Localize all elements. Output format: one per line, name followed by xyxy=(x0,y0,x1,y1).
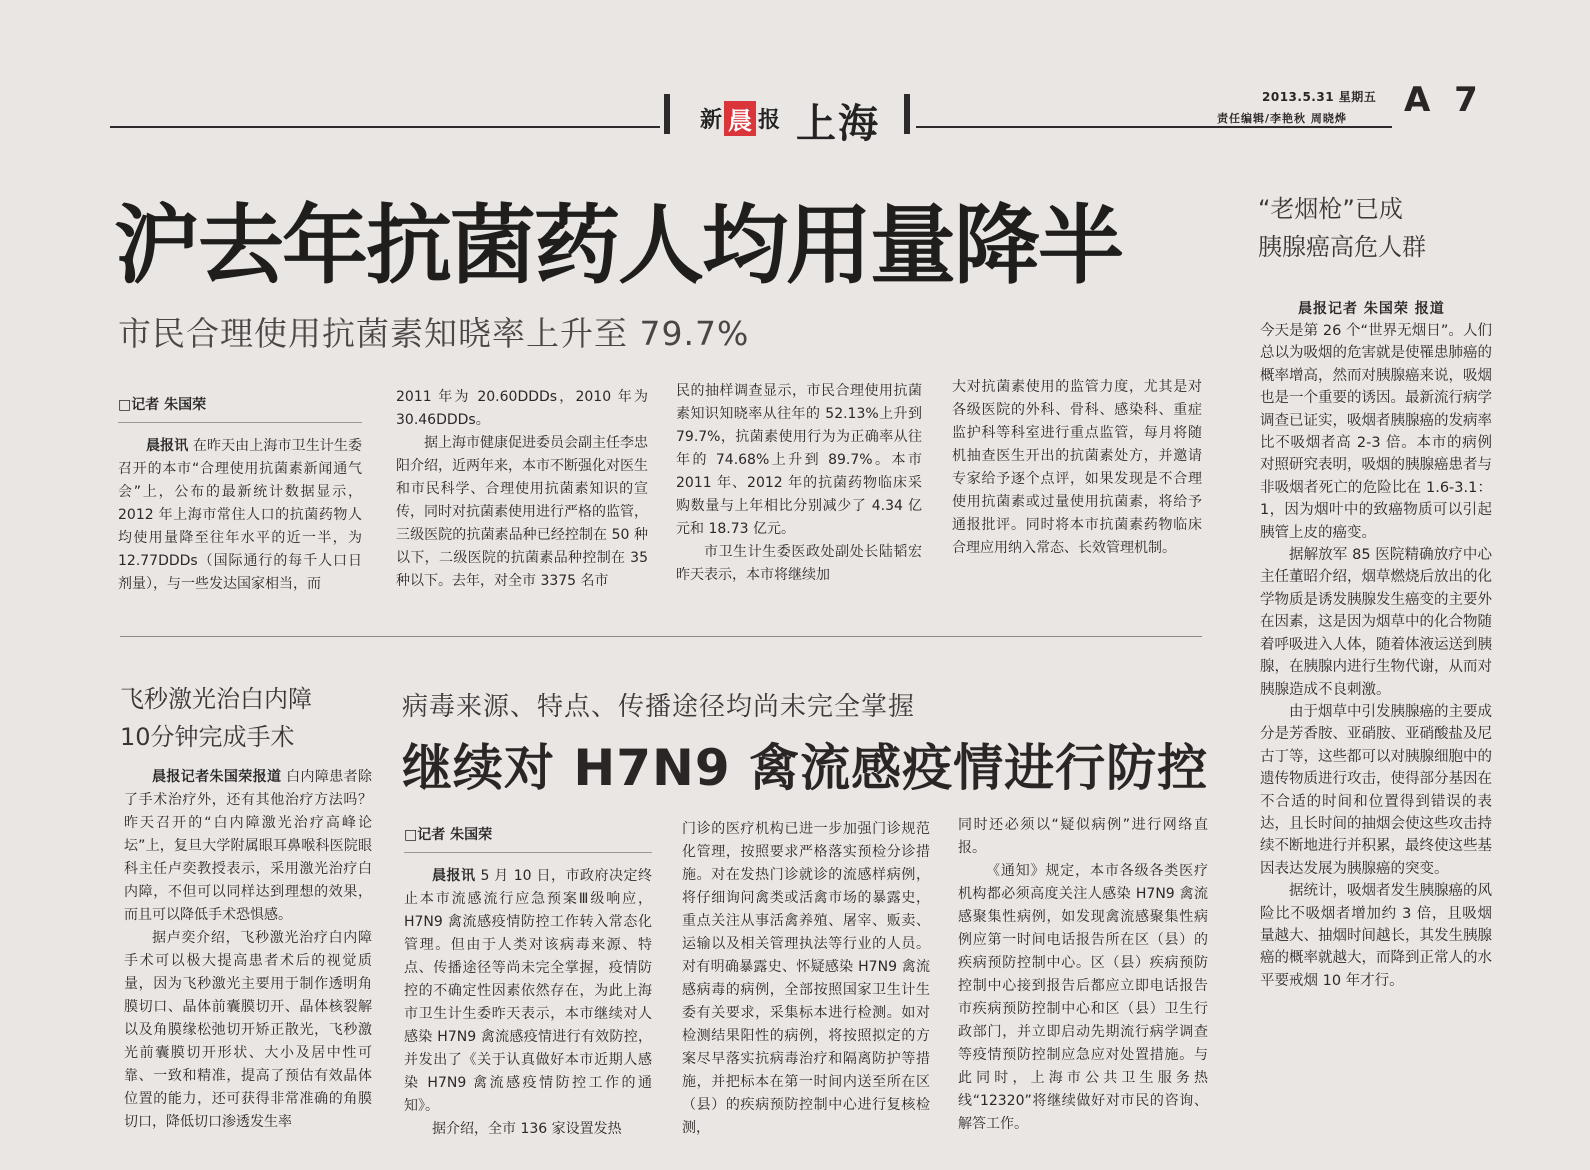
lead-headline: 沪去年抗菌药人均用量降半 xyxy=(114,196,1122,296)
paragraph-text: 5 月 10 日，市政府决定终止本市流感流行应急预案Ⅲ级响应，H7N9 禽流感疫情防控工作转入常态化管理。但由于人类对该病毒来源、特点、传播途径等尚未完全掌握，疫情防控的不确定性因素依然存在，为此上海市卫生计生委昨天表示，本市继续对人感染 H7N9 禽流感疫情进行有效防控，并发出了《关于认真做好本市近期人感染 H7N9 禽流感疫情防控工作的通知》。 xyxy=(404,868,652,1114)
paragraph: 由于烟草中引发胰腺癌的主要成分是芳香胺、亚硝胺、亚硝酸盐及尼古丁等，这些都可以对胰腺细胞中的遗传物质进行攻击，使得部分基因在不合适的时间和位置得到错误的表达，且长时间的抽烟会使这些攻击持续不断地进行并积累，最终使这些基因表达发展为胰腺癌的突变。 xyxy=(1260,703,1492,877)
headline-line: 胰腺癌高危人群 xyxy=(1258,233,1426,261)
h7n9-byline: □记者 朱国荣 xyxy=(404,827,493,843)
newspaper-logo xyxy=(700,98,780,138)
logo-char: 报 xyxy=(758,106,781,133)
paragraph xyxy=(124,766,372,927)
headline-line: 飞秒激光治白内障 xyxy=(120,685,312,713)
paragraph: 民的抽样调查显示，市民合理使用抗菌素知识知晓率从往年的 52.13%上升到 79.7%，抗菌素使用行为为正确率从往年的 74.68%上升到 89.7%。本市 2011 年、2012 年的抗菌药物临床采购数量与上年相比分别减少了 4.34 亿元和 18.73 亿元。 xyxy=(676,383,922,537)
paragraph-text: 白内障患者除了手术治疗外，还有其他治疗方法吗？昨天召开的“白内障激光治疗高峰论坛”上，复旦大学附属眼耳鼻喉科医院眼科主任卢奕教授表示，采用激光治疗白内障，不但可以同样达到理想的效果，而且可以降低手术恐惧感。 xyxy=(124,769,372,923)
side-byline: 晨报记者 朱国荣 报道 xyxy=(1298,301,1445,317)
paragraph: 《通知》规定，本市各级各类医疗机构都必须高度关注人感染 H7N9 禽流感聚集性病例，如发现禽流感聚集性病例应第一时间电话报告所在区（县）的疾病预防控制中心。区（县）疾病预防控制中心接到报告后都应立即电话报告市疾病预防控制中心和区（县）卫生行政部门，并立即启动先期流行病学调查等疫情预防控制应急应对处置措施。与此同时，上海市公共卫生服务热线“12320”将继续做好对市民的咨询、解答工作。 xyxy=(958,863,1208,1132)
masthead-bar xyxy=(664,94,670,134)
lead-column-1 xyxy=(118,394,362,596)
lead-paragraph xyxy=(118,435,362,596)
side-headline xyxy=(1258,190,1426,266)
h7n9-column-3 xyxy=(958,814,1208,1170)
issue-date: 2013.5.31 星期五 xyxy=(1262,90,1377,104)
paragraph: 据卢奕介绍，飞秒激光治疗白内障手术可以极大提高患者术后的视觉质量，因为飞秒激光主要用于制作透明角膜切口、晶体前囊膜切开、晶体核裂解以及角膜缘松弛切开矫正散光，飞秒激光前囊膜切开形状、大小及居中性可靠、一致和精准，提高了预估有效晶体位置的能力，还可获得非常准确的角膜切口，降低切口渗透发生率 xyxy=(124,930,372,1130)
paragraph: 2011 年为 20.60DDDs，2010 年为 30.46DDDs。 xyxy=(396,389,648,428)
paragraph: 今天是第 26 个“世界无烟日”。人们总以为吸烟的危害就是使罹患肺癌的概率增高，然而对胰腺癌来说，吸烟也是一个重要的诱因。最新流行病学调查已证实，吸烟者胰腺癌的发病率比不吸烟者高 2-3 倍。本市的病例对照研究表明，吸烟的胰腺癌患者与非吸烟者死亡的危险比在 1.6-3.1：1，因为烟叶中的致癌物质可以引起胰管上皮的癌变。 xyxy=(1260,323,1492,541)
h7n9-headline: 继续对 H7N9 禽流感疫情进行防控 xyxy=(402,739,1209,797)
paragraph: 据介绍，全市 136 家设置发热 xyxy=(432,1121,622,1137)
side-body xyxy=(1260,320,1492,992)
laser-headline xyxy=(120,680,312,756)
h7n9-kicker: 病毒来源、特点、传播途径均尚未完全掌握 xyxy=(402,692,916,722)
dateline: 晨报讯 xyxy=(146,438,189,454)
lead-column-3 xyxy=(676,380,922,587)
editors-credit: 责任编辑/李艳秋 周晓烨 xyxy=(1217,112,1347,125)
laser-column xyxy=(124,766,372,1170)
lead-column-4 xyxy=(952,376,1202,560)
section-divider xyxy=(120,636,1202,637)
lead-column-2 xyxy=(396,386,648,593)
headline-line: “老烟枪”已成 xyxy=(1258,195,1403,223)
h7n9-column-2 xyxy=(682,818,930,1170)
lead-subheadline: 市民合理使用抗菌素知晓率上升至 79.7% xyxy=(118,314,750,353)
paragraph: 据统计，吸烟者发生胰腺癌的风险比不吸烟者增加约 3 倍，且吸烟量越大、抽烟时间越长，其发生胰腺癌的概率就越大，而降到正常人的水平要戒烟 10 年才行。 xyxy=(1260,883,1492,989)
paragraph xyxy=(404,865,652,1118)
section-name: 上海 xyxy=(796,100,880,147)
paragraph: 大对抗菌素使用的监管力度，尤其是对各级医院的外科、骨科、感染科、重症监护科等科室进行重点监管，每月将随机抽查医生开出的抗菌素处方，并邀请专家给予逐个点评，如果发现是不合理使用抗菌素或过量使用抗菌素，将给予通报批评。同时将本市抗菌素药物临床合理应用纳入常态、长效管理机制。 xyxy=(952,379,1202,556)
paragraph: 市卫生计生委医政处副处长陆韬宏昨天表示，本市将继续加 xyxy=(676,544,922,583)
headline-line: 10分钟完成手术 xyxy=(120,723,295,751)
laser-byline: 晨报记者朱国荣报道 xyxy=(152,769,282,785)
paragraph-text: 在昨天由上海市卫生计生委召开的本市“合理使用抗菌素新闻通气会”上，公布的最新统计数据显示，2012 年上海市常住人口的抗菌药物人均使用量降至往年水平的近一半，为 12.77DDDs（国际通行的每千人口日剂量），与一些发达国家相当，而 xyxy=(118,438,363,592)
dateline: 晨报讯 xyxy=(432,868,476,884)
byline-rule xyxy=(118,422,362,423)
paragraph: 据解放军 85 医院精确放疗中心主任董昭介绍，烟草燃烧后放出的化学物质是诱发胰腺发生癌变的主要外在因素，这是因为烟草中的化合物随着呼吸进入人体，随着体液运送到胰腺，在胰腺内进行生物代谢，从而对胰腺造成不良刺激。 xyxy=(1260,547,1492,698)
paragraph: 门诊的医疗机构已进一步加强门诊规范化管理，按照要求严格落实预检分诊措施。对在发热门诊就诊的流感样病例，将仔细询问禽类或活禽市场的暴露史，重点关注从事活禽养殖、屠宰、贩卖、运输以及相关管理执法等行业的人员。对有明确暴露史、怀疑感染 H7N9 禽流感病毒的病例，全部按照国家卫生计生委有关要求，采集标本进行检测。如对检测结果阳性的病例，将按照拟定的方案尽早落实抗病毒治疗和隔离防护等措施，并把标本在第一时间内送至所在区（县）的疾病预防控制中心进行复核检测， xyxy=(682,821,930,1136)
paragraph: 同时还必须以“疑似病例”进行网络直报。 xyxy=(958,817,1208,856)
masthead-rule-right xyxy=(916,126,1392,128)
lead-byline: □记者 朱国荣 xyxy=(118,397,207,413)
masthead-bar xyxy=(904,94,910,134)
page-number: A 7 xyxy=(1404,80,1484,120)
h7n9-column-1 xyxy=(404,824,652,1170)
masthead-rule-left xyxy=(110,126,660,128)
logo-char-red: 晨 xyxy=(724,101,756,136)
byline-rule xyxy=(404,852,652,853)
paragraph: 据上海市健康促进委员会副主任李忠阳介绍，近两年来，本市不断强化对医生和市民科学、合理使用抗菌素知识的宣传，同时对抗菌素使用进行严格的监管，三级医院的抗菌素品种已经控制在 50 种以下，二级医院的抗菌素品种控制在 35 种以下。去年，对全市 3375 名市 xyxy=(396,435,648,589)
logo-char: 新 xyxy=(700,106,723,133)
